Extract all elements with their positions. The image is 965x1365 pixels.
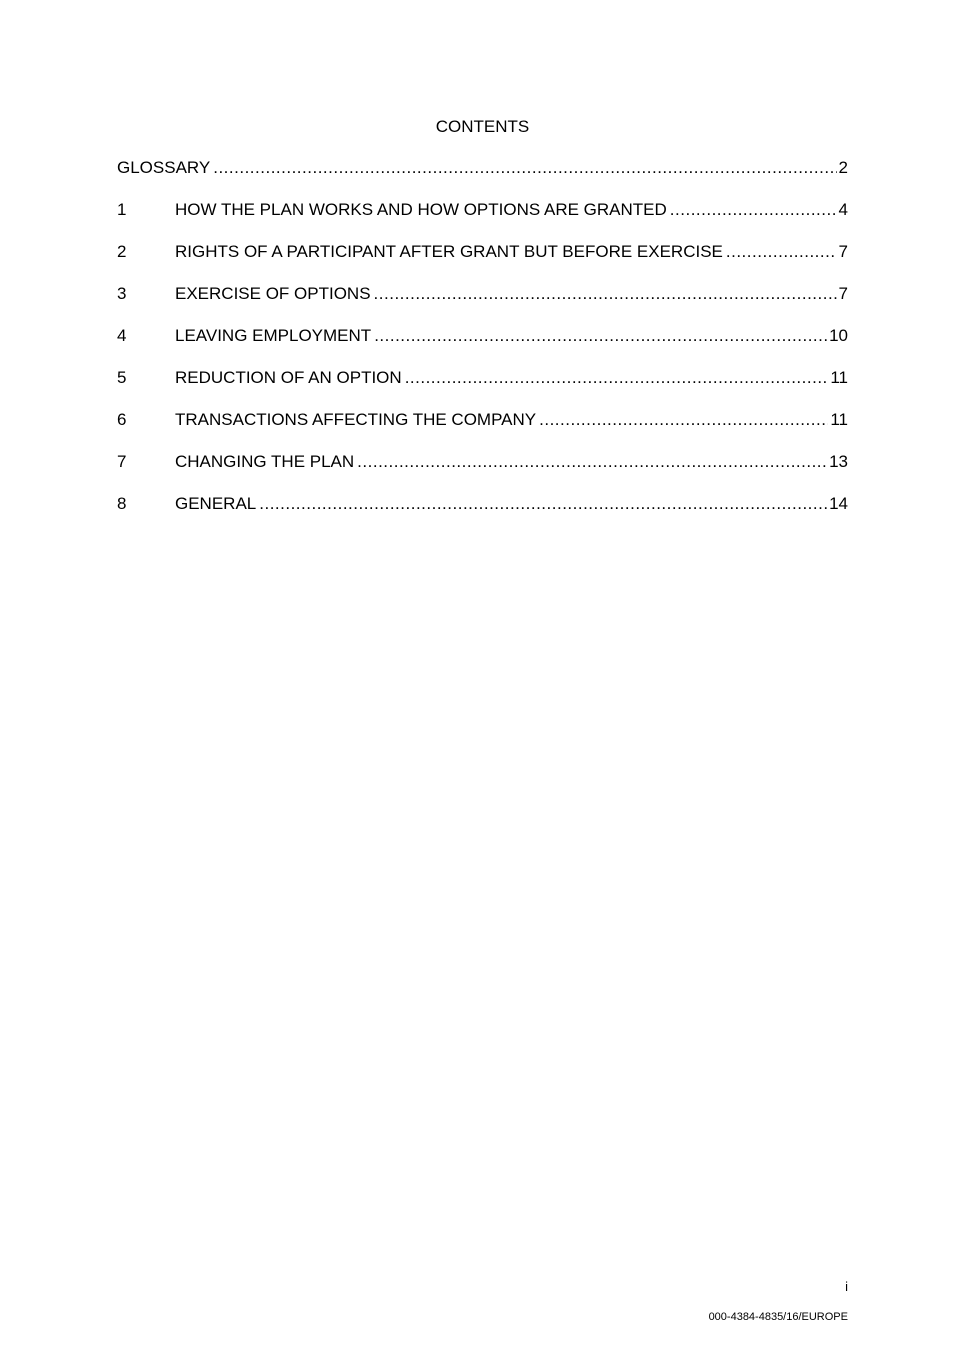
- toc-entry-label: EXERCISE OF OPTIONS: [175, 284, 371, 303]
- toc-entry-6[interactable]: [117, 409, 848, 451]
- dot-leader: [726, 241, 837, 263]
- toc-entry-label: CHANGING THE PLAN: [175, 452, 355, 471]
- toc-entry-label: GLOSSARY: [117, 158, 211, 177]
- dot-leader: [374, 325, 827, 347]
- dot-leader: [357, 451, 827, 473]
- toc-entry-page: 4: [838, 200, 848, 219]
- toc-entry-label: TRANSACTIONS AFFECTING THE COMPANY: [175, 410, 537, 429]
- toc-entry-number: 8: [117, 494, 127, 513]
- page-number: i: [845, 1279, 848, 1294]
- toc-entry-number: 6: [117, 410, 127, 429]
- toc-entry-page: 11: [830, 368, 848, 387]
- page-title: CONTENTS: [435, 117, 530, 136]
- toc-entry-7[interactable]: [117, 451, 848, 493]
- toc-entry-page: 10: [829, 326, 848, 345]
- toc-entry-3[interactable]: [117, 283, 848, 325]
- toc-entry-page: 13: [829, 452, 848, 471]
- dot-leader: [405, 367, 829, 389]
- toc-entry-glossary[interactable]: [117, 157, 848, 199]
- toc-entry-page: 7: [838, 284, 848, 303]
- toc-entry-number: 2: [117, 242, 127, 261]
- dot-leader: [374, 283, 837, 305]
- toc-entry-label: RIGHTS OF A PARTICIPANT AFTER GRANT BUT BEFORE EXERCISE: [175, 242, 723, 261]
- toc-entry-number: 1: [117, 200, 127, 219]
- toc-entry-4[interactable]: [117, 325, 848, 367]
- toc-entry-number: 7: [117, 452, 127, 471]
- table-of-contents: [117, 157, 848, 535]
- toc-entry-1[interactable]: [117, 199, 848, 241]
- dot-leader: [670, 199, 837, 221]
- toc-entry-label: HOW THE PLAN WORKS AND HOW OPTIONS ARE GRANTED: [175, 200, 667, 219]
- toc-entry-8[interactable]: [117, 493, 848, 535]
- toc-entry-label: GENERAL: [175, 494, 257, 513]
- toc-entry-page: 2: [838, 158, 848, 177]
- toc-entry-5[interactable]: [117, 367, 848, 409]
- toc-entry-page: 14: [829, 494, 848, 513]
- toc-entry-number: 4: [117, 326, 127, 345]
- toc-entry-2[interactable]: [117, 241, 848, 283]
- document-reference: 000-4384-4835/16/EUROPE: [708, 1311, 848, 1323]
- toc-entry-number: 3: [117, 284, 127, 303]
- toc-entry-page: 7: [838, 242, 848, 261]
- toc-entry-page: 11: [830, 410, 848, 429]
- toc-entry-label: LEAVING EMPLOYMENT: [175, 326, 372, 345]
- toc-entry-number: 5: [117, 368, 127, 387]
- dot-leader: [259, 493, 827, 515]
- toc-entry-label: REDUCTION OF AN OPTION: [175, 368, 402, 387]
- dot-leader: [213, 157, 836, 179]
- dot-leader: [539, 409, 828, 431]
